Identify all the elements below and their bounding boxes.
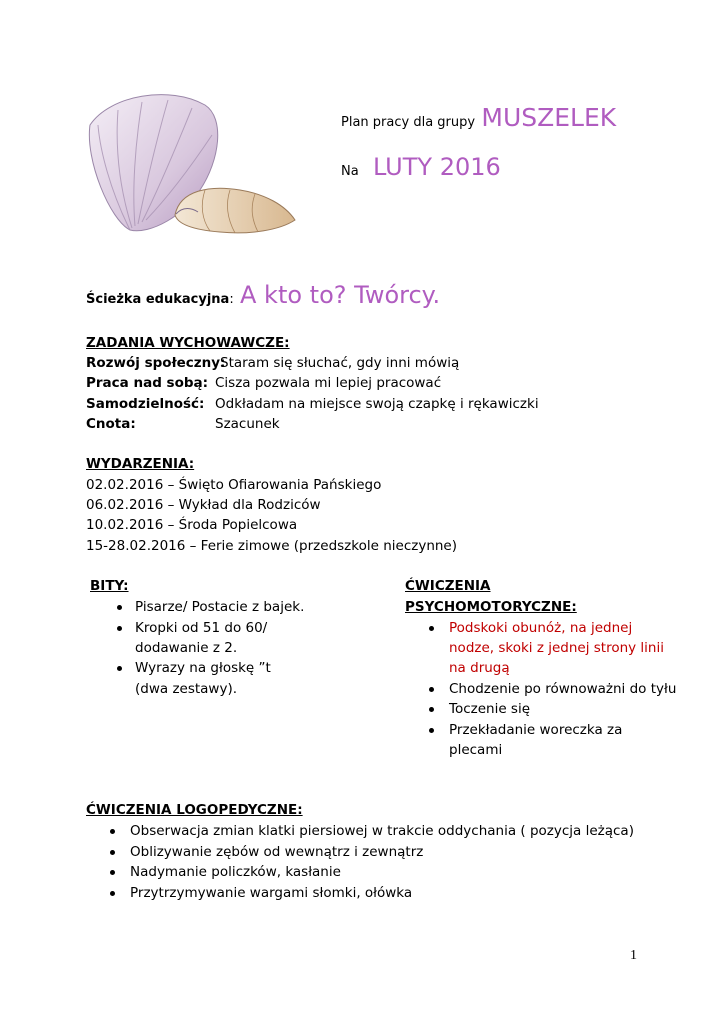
header-plan-line: [341, 103, 616, 132]
bity-item: Kropki od 51 do 60/: [135, 620, 268, 636]
group-name: MUSZELEK: [481, 103, 617, 132]
task-label: Samodzielność:: [86, 396, 205, 412]
task-value: Szacunek: [215, 416, 280, 432]
psycho-heading: ĆWICZENIA: [405, 578, 491, 594]
task-value: Cisza pozwala mi lepiej pracować: [215, 375, 442, 391]
bullet: [429, 626, 434, 631]
task-value: Staram się słuchać, gdy inni mówią: [220, 355, 460, 371]
task-value: Odkładam na miejsce swoją czapkę i rękawiczki: [215, 396, 539, 412]
tasks-heading: ZADANIA WYCHOWAWCZE:: [86, 335, 290, 351]
event-item: 15-28.02.2016 – Ferie zimowe (przedszkole nieczynne): [86, 538, 457, 554]
bullet: [117, 605, 122, 610]
psycho-item: Chodzenie po równoważni do tyłu: [449, 681, 677, 697]
psycho-item-continued: na drugą: [449, 660, 510, 676]
educational-path: [86, 281, 440, 309]
bity-item-continued: dodawanie z 2.: [135, 640, 238, 656]
bullet: [429, 728, 434, 733]
bullet: [110, 829, 115, 834]
bullet: [429, 687, 434, 692]
bullet: [429, 707, 434, 712]
event-item: 06.02.2016 – Wykład dla Rodziców: [86, 497, 321, 513]
psycho-heading-cont: PSYCHOMOTORYCZNE:: [405, 599, 577, 615]
path-title: A kto to? Twórcy.: [240, 281, 441, 309]
logo-item: Oblizywanie zębów od wewnątrz i zewnątrz: [130, 844, 424, 860]
plan-prefix: Plan pracy dla grupy: [341, 115, 476, 130]
event-item: 02.02.2016 – Święto Ofiarowania Pańskiego: [86, 477, 382, 493]
psycho-item: Przekładanie woreczka za: [449, 722, 623, 738]
bullet: [110, 891, 115, 896]
psycho-item: Toczenie się: [449, 701, 531, 717]
logo-item: Nadymanie policzków, kasłanie: [130, 864, 341, 880]
task-label: Cnota:: [86, 416, 136, 432]
path-label: Ścieżka edukacyjna: [86, 292, 230, 307]
bullet: [117, 626, 122, 631]
bullet: [110, 870, 115, 875]
logo-heading: ĆWICZENIA LOGOPEDYCZNE:: [86, 802, 303, 818]
task-label: Rozwój społeczny:: [86, 355, 226, 371]
bity-item-continued: (dwa zestawy).: [135, 681, 238, 697]
logo-item: Przytrzymywanie wargami słomki, ołówka: [130, 885, 413, 901]
task-label: Praca nad sobą:: [86, 375, 209, 391]
psycho-item-continued: plecami: [449, 742, 503, 758]
event-item: 10.02.2016 – Środa Popielcowa: [86, 517, 298, 533]
logo-item: Obserwacja zmian klatki piersiowej w trakcie oddychania ( pozycja leżąca): [130, 823, 634, 839]
shell-illustration: [80, 90, 305, 245]
month-title: LUTY 2016: [373, 153, 501, 181]
header-month-line: [341, 153, 501, 181]
bity-item: Pisarze/ Postacie z bajek.: [135, 599, 305, 615]
path-colon: :: [229, 292, 234, 307]
month-prefix: Na: [341, 164, 359, 179]
events-heading: WYDARZENIA:: [86, 456, 195, 472]
psycho-item: Podskoki obunóż, na jednej: [449, 620, 633, 636]
bullet: [117, 666, 122, 671]
bity-item: Wyrazy na głoskę ”t: [135, 660, 271, 676]
bullet: [110, 850, 115, 855]
bity-heading: BITY:: [90, 578, 129, 594]
psycho-item-continued: nodze, skoki z jednej strony linii: [449, 640, 664, 656]
page-number: 1: [630, 948, 637, 963]
